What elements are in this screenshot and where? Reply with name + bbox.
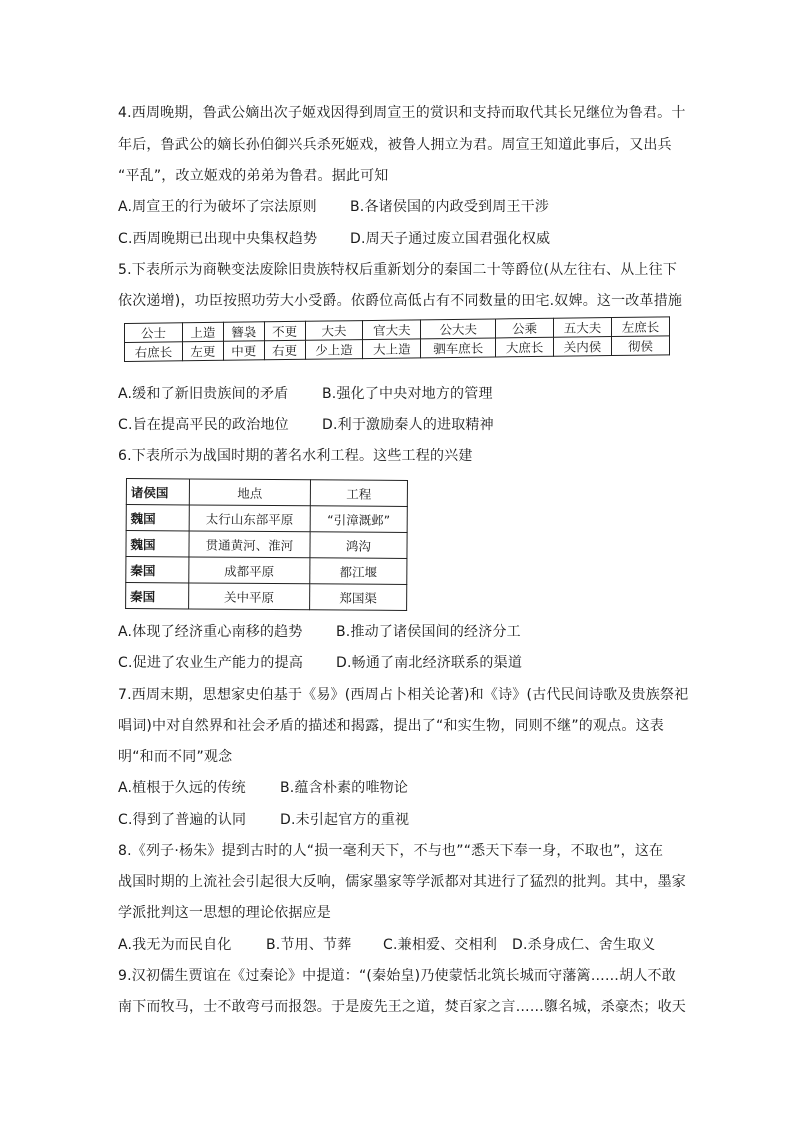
rank-cell: 大庶长 <box>496 337 554 357</box>
q6-option-a[interactable]: A.体现了经济重心南移的趋势 <box>118 624 303 640</box>
rank-cell: 公乘 <box>496 318 554 338</box>
rank-cell: 关内侯 <box>554 337 612 357</box>
q8-option-d[interactable]: D.杀身成仁、舍生取义 <box>512 937 656 953</box>
q8-stem-line-2: 战国时期的上流社会引起很大反响，儒家墨家等学派都对其进行了猛烈的批判。其中，墨家 <box>118 874 686 890</box>
q6-option-row-2 <box>118 653 523 673</box>
q4-option-row-2 <box>118 229 551 249</box>
q9-stem-line-1: 9.汉初儒生贾谊在《过秦论》中提道：“(秦始皇)乃使蒙恬北筑长城而守藩篱……胡人不敢 <box>118 968 676 984</box>
rank-cell: 公大夫 <box>421 319 496 339</box>
q6-stem-line-1: 6.下表所示为战国时期的著名水利工程。这些工程的兴建 <box>118 448 473 464</box>
location-cell: 关中平原 <box>188 583 309 610</box>
rank-cell: 公士 <box>125 323 183 343</box>
location-cell: 太行山东部平原 <box>189 505 310 532</box>
q5-stem-line-1: 5.下表所示为商鞅变法废除旧贵族特权后重新划分的秦国二十等爵位(从左往右、从上往下 <box>118 262 678 278</box>
rank-cell: 右更 <box>264 340 305 359</box>
rank-cell: 右庶长 <box>125 342 183 362</box>
q9-stem-line-2: 南下而牧马，士不敢弯弓而报怨。于是废先王之道，焚百家之言……隳名城，杀豪杰；收天 <box>118 999 686 1015</box>
rank-cell: 少上造 <box>305 340 363 360</box>
state-cell: 秦国 <box>126 583 189 609</box>
location-cell: 成都平原 <box>189 557 310 584</box>
q4-stem-line-3: “平乱”，改立姬戏的弟弟为鲁君。据此可知 <box>118 168 389 184</box>
q5-option-d[interactable]: D.利于激励秦人的进取精神 <box>322 417 494 433</box>
q8-option-b[interactable]: B.节用、节葬 <box>266 937 352 953</box>
q7-option-c[interactable]: C.得到了普遍的认同 <box>118 812 247 828</box>
q7-stem-line-2: 唱词)中对自然界和社会矛盾的描述和揭露，提出了“和实生物，同则不继”的观点。这表 <box>118 718 664 734</box>
project-cell: 郑国渠 <box>309 584 406 611</box>
q4-stem-line-2: 年后，鲁武公的嫡长孙伯御兴兵杀死姬戏，被鲁人拥立为君。周宣王知道此事后，又出兵 <box>118 137 672 153</box>
state-cell: 魏国 <box>126 505 189 531</box>
q7-option-a[interactable]: A.植根于久远的传统 <box>118 780 246 796</box>
q7-option-row-2 <box>118 810 410 830</box>
q6-option-c[interactable]: C.促进了农业生产能力的提高 <box>118 655 304 671</box>
q5-stem-line-2: 依次递增)，功臣按照功劳大小受爵。依爵位高低占有不同数量的田宅.奴婢。这一改革措施 <box>118 293 683 309</box>
q4-option-row-1 <box>118 197 550 217</box>
rank-cell: 簪袅 <box>223 322 264 341</box>
state-cell: 魏国 <box>126 531 189 557</box>
rank-table <box>124 316 670 362</box>
q5-option-a[interactable]: A.缓和了新旧贵族间的矛盾 <box>118 386 289 402</box>
q7-stem-line-3: 明“和而不同”观念 <box>118 749 233 765</box>
q7-option-b[interactable]: B.蕴含朴素的唯物论 <box>280 780 409 796</box>
rank-cell: 大上造 <box>363 339 421 359</box>
project-cell: 都江堰 <box>310 558 407 585</box>
header-cell: 诸侯国 <box>126 479 189 505</box>
q4-option-d[interactable]: D.周天子通过废立国君强化权威 <box>350 231 551 247</box>
project-cell: “引漳溉邺” <box>310 506 407 533</box>
q4-option-c[interactable]: C.西周晚期已出现中央集权趋势 <box>118 231 318 247</box>
rank-cell: 五大夫 <box>554 318 612 338</box>
water-table-header <box>126 479 407 507</box>
rank-cell: 驷车庶长 <box>421 338 496 358</box>
q8-option-c[interactable]: C.兼相爱、交相利 <box>383 937 498 953</box>
state-cell: 秦国 <box>126 557 189 583</box>
rank-cell: 上造 <box>182 322 223 341</box>
header-cell: 工程 <box>310 480 407 507</box>
q5-option-row-2 <box>118 415 494 435</box>
q4-option-a[interactable]: A.周宣王的行为破坏了宗法原则 <box>118 199 317 215</box>
q7-stem-line-1: 7.西周末期，思想家史伯基于《易》(西周占卜相关论著)和《诗》(古代民间诗歌及贵族祭祀 <box>118 687 689 703</box>
q4-option-b[interactable]: B.各诸侯国的内政受到周王干涉 <box>350 199 550 215</box>
table-row <box>126 531 407 559</box>
q7-option-d[interactable]: D.未引起官方的重视 <box>280 812 410 828</box>
q8-stem-line-1: 8.《列子·杨朱》提到古时的人“损一毫利天下，不与也”“悉天下奉一身，不取也”，这在 <box>118 843 664 859</box>
water-projects-table <box>125 478 408 611</box>
q8-option-row <box>118 935 656 955</box>
q5-option-b[interactable]: B.强化了中央对地方的管理 <box>322 386 493 402</box>
header-cell: 地点 <box>189 479 310 506</box>
q5-option-c[interactable]: C.旨在提高平民的政治地位 <box>118 417 289 433</box>
q4-stem-line-1: 4.西周晚期，鲁武公嫡出次子姬戏因得到周宣王的赏识和支持而取代其长兄继位为鲁君。十 <box>118 105 686 121</box>
location-cell: 贯通黄河、淮河 <box>189 531 310 558</box>
rank-cell: 左庶长 <box>612 317 670 337</box>
q6-option-b[interactable]: B.推动了诸侯国间的经济分工 <box>336 624 521 640</box>
table-row <box>126 505 407 533</box>
rank-cell: 官大夫 <box>363 320 421 340</box>
table-row <box>126 583 407 611</box>
q6-option-row-1 <box>118 622 521 642</box>
q8-option-a[interactable]: A.我无为而民自化 <box>118 937 232 953</box>
rank-cell: 中更 <box>223 341 264 360</box>
table-row <box>126 557 407 585</box>
rank-cell: 不更 <box>264 321 305 340</box>
project-cell: 鸿沟 <box>310 532 407 559</box>
rank-cell: 左更 <box>182 341 223 360</box>
q7-option-row-1 <box>118 778 409 798</box>
q5-option-row-1 <box>118 384 493 404</box>
q8-stem-line-3: 学派批判这一思想的理论依据应是 <box>118 905 331 921</box>
rank-cell: 彻侯 <box>612 336 670 356</box>
rank-cell: 大夫 <box>305 321 363 341</box>
q6-option-d[interactable]: D.畅通了南北经济联系的渠道 <box>336 655 523 671</box>
